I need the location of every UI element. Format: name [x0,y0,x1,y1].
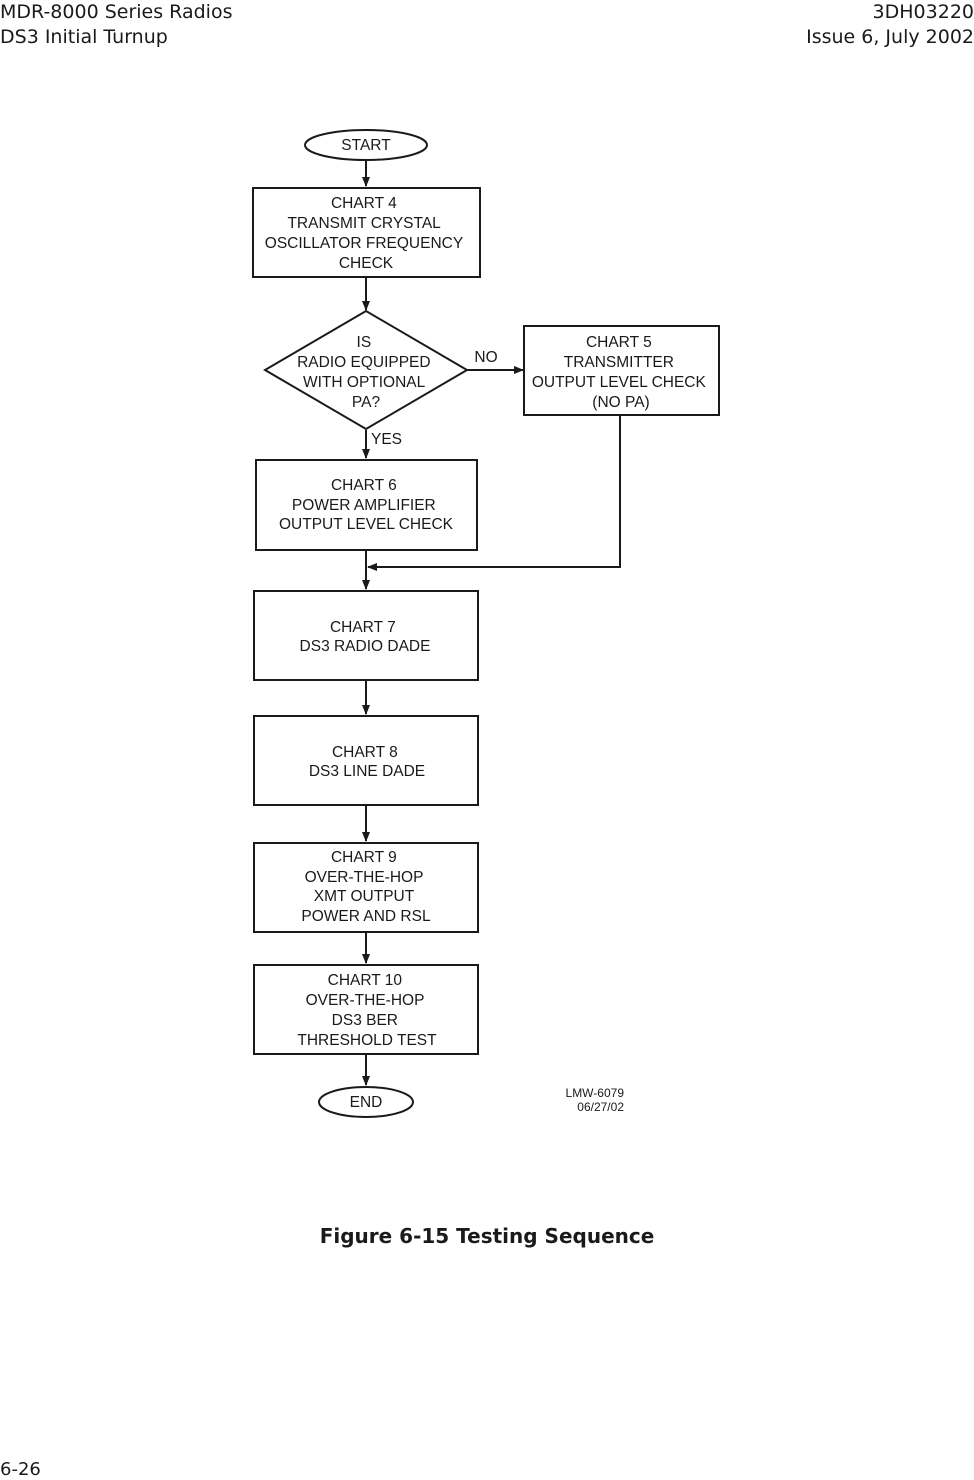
chart10-line: THRESHOLD TEST [297,1032,437,1049]
decision-line: WITH OPTIONAL [302,374,425,391]
chart6-line: POWER AMPLIFIER [291,497,436,514]
decision-line: PA? [351,394,381,411]
chart4-line: CHECK [338,255,394,272]
chart4-line: OSCILLATOR FREQUENCY [264,235,463,252]
yes-branch-label: YES [371,431,403,448]
chart9-line: XMT OUTPUT [313,888,414,905]
chart10-line: OVER-THE-HOP [305,992,425,1009]
end-label: END [349,1094,383,1111]
section-title: DS3 Initial Turnup [0,26,168,48]
chart8-line: CHART 8 [331,744,398,761]
chart7-line: CHART 7 [329,619,396,636]
chart10-line: DS3 BER [331,1012,399,1029]
chart6-line: OUTPUT LEVEL CHECK [279,516,453,533]
chart5-line: CHART 5 [585,334,652,351]
chart8-line: DS3 LINE DADE [308,763,426,780]
chart4-line: CHART 4 [330,195,397,212]
chart5-line: OUTPUT LEVEL CHECK [531,374,706,391]
document-title: MDR-8000 Series Radios [0,1,233,23]
chart7-line: DS3 RADIO DADE [299,638,431,655]
chart6-line: CHART 6 [330,477,397,494]
figure-caption: Figure 6-15 Testing Sequence [319,1224,655,1248]
chart9-line: POWER AND RSL [301,908,431,925]
document-number: 3DH03220 [872,1,974,23]
drawing-id: LMW-6079 [565,1086,624,1100]
chart9-line: CHART 9 [330,849,397,866]
drawing-date: 06/27/02 [577,1100,624,1114]
chart5-line: (NO PA) [592,394,650,411]
chart9-line: OVER-THE-HOP [304,869,424,886]
no-branch-label: NO [474,349,498,366]
chart4-line: TRANSMIT CRYSTAL [287,215,441,232]
issue-date: Issue 6, July 2002 [806,26,974,48]
page-number: 6-26 [0,1459,41,1480]
decision-line: RADIO EQUIPPED [297,354,431,371]
start-label: START [341,137,391,154]
decision-line: IS [356,334,372,351]
chart5-line: TRANSMITTER [563,354,674,371]
chart10-line: CHART 10 [327,972,403,989]
